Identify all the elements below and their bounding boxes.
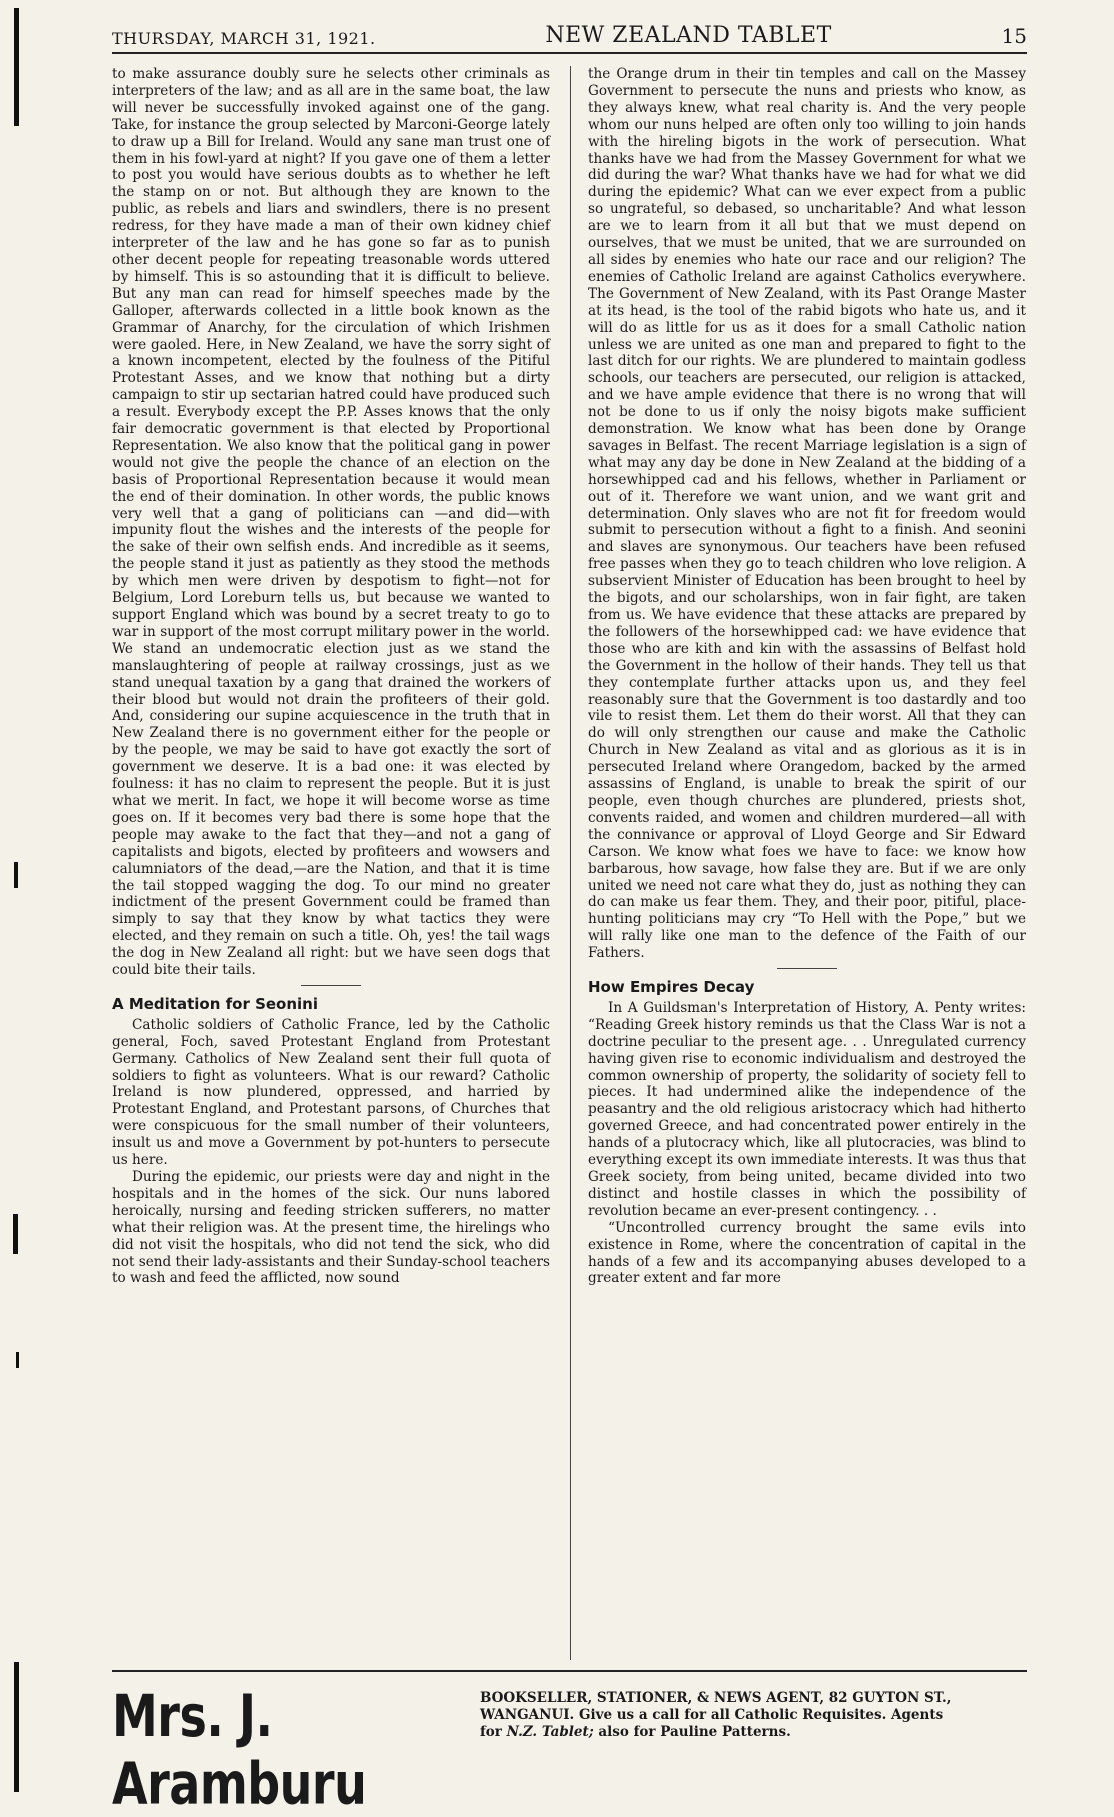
ad-line-3-paper: N.Z. Tablet; (506, 1724, 594, 1740)
header-rule (112, 52, 1027, 54)
empires-paragraph-2: “Uncontrolled currency brought the same evils into existence in Rome, where the concentration of capital in the hands of a few and its accompanying abuses developed to a greater extent and far more (588, 1219, 1026, 1287)
ad-line-2: WANGANUI. Give us a call for all Catholic Requisites. Agents (480, 1707, 944, 1723)
issue-date: THURSDAY, MARCH 31, 1921. (112, 29, 376, 48)
meditation-paragraph-2: During the epidemic, our priests were day and night in the hospitals and in the homes of the sick. Our nuns labored heroically, nursing and feeding stricken sufferers, no matter what their religion was. At the present time, the hirelings who did not visit the hospitals, who did not tend the sick, who did not send their lady-assistants and their Sunday-school teachers to wash and feed the afflicted, now sound (112, 1169, 550, 1287)
section-divider (301, 985, 361, 986)
advertisement-text (480, 1690, 1025, 1741)
footer-rule (112, 1670, 1027, 1672)
page-header (112, 18, 1027, 48)
ad-line-1: BOOKSELLER, STATIONER, & NEWS AGENT, 82 GUYTON ST., (480, 1690, 952, 1706)
binding-mark-lower (13, 1214, 18, 1254)
left-column (112, 66, 550, 1287)
binding-mark-top (14, 8, 19, 126)
empires-paragraph-1: In A Guildsman's Interpretation of History, A. Penty writes: “Reading Greek history reminds us that the Class War is not a doctrine peculiar to the present age. . . Unregulated currency having given rise to economic individualism and destroyed the common ownership of property, the solidarity of society fell to pieces. It had undermined alike the independence of the peasantry and the old religious aristocracy which had hitherto governed Greece, and had concentrated power entirely in the hands of a plutocracy which, like all plutocracies, was blind to everything except its own immediate interests. It was thus that Greek society, from being united, became divided into two distinct and hostile classes in which the possibility of revolution became an ever-present contingency. . . (588, 999, 1026, 1219)
ad-line-3 (480, 1724, 1025, 1741)
ad-line-3-prefix: for (480, 1724, 502, 1740)
page-number: 15 (1001, 24, 1027, 48)
left-continuation-text: to make assurance doubly sure he selects other criminals as interpreters of the law; and as all are in the same boat, the law will never be successfully invoked against one of the gang. Take, for instance the group selected by Marconi-George lately to draw up a Bill for Ireland. Would any sane man trust one of them in his fowl-yard at night? If you gave one of them a letter to post you would have serious doubts as to whether he left the stamp on or not. But although they are known to the public, as rebels and liars and swindlers, there is no present redress, for they have made a man of their own kidney chief interpreter of the law and he has gone so far as to punish other decent people for repeating treasonable words uttered by himself. This is so astounding that it is difficult to believe. But any man can read for himself speeches made by the Galloper, afterwards collected in a little book known as the Grammar of Anarchy, for the circulation of which Irishmen were gaoled. Here, in New Zealand, we have the sorry sight of a known incompetent, elected by the foulness of the Pitiful Protestant Asses, and we know that nothing but a dirty campaign to stir up sectarian hatred could have produced such a result. Everybody except the P.P. Asses knows that the only fair democratic government is that elected by Proportional Representation. We also know that the political gang in power would not give the people the chance of an election on the basis of Proportional Representation because it would mean the end of their domination. In other words, the public knows very well that a gang of politicians can —and did—with impunity flout the wishes and the interests of the people for the sake of their own selfish ends. And incredible as it seems, the people stand it just as patiently as they stood the methods by which men were driven by despotism to fight—not for Belgium, Lord Loreburn tells us, but because we wanted to support England which was bound by a secret treaty to go to war in support of the most corrupt military power in the world. We stand an undemocratic election just as we stand the manslaughtering of people at railway crossings, just as we stand unequal taxation by a gang that drained the workers of their blood but would not drain the profiteers of their gold. And, considering our supine acquiescence in the truth that in New Zealand there is no government either for the people or by the people, we may be said to have got exactly the sort of government we deserve. It is a bad one: it was elected by foulness: it has no claim to represent the people. But it is just what we merit. In fact, we hope it will become worse as time goes on. If it becomes very bad there is some hope that the people may awake to the fact that they—and not a gang of capitalists and bigots, elected by profiteers and wowsers and calumniators of the dead,—are the Nation, and that it is time the tail stopped wagging the dog. To our mind no greater indictment of the present Government could be framed than simply to say that they know by what tactics they were elected, and they remain on such a title. Oh, yes! the tail wags the dog in New Zealand all right: but we have seen dogs that could bite their tails. (112, 66, 550, 979)
section-divider (777, 968, 837, 969)
section-heading-empires: How Empires Decay (588, 978, 755, 997)
advertiser-name: Mrs. J. Aramburu (112, 1682, 367, 1817)
binding-mark-bottom (14, 1662, 19, 1792)
binding-mark-mid (14, 862, 18, 888)
binding-mark-small (16, 1352, 19, 1368)
right-column (588, 66, 1026, 1287)
masthead-title: NEW ZEALAND TABLET (545, 23, 832, 48)
ad-line-3-suffix: also for Pauline Patterns. (598, 1724, 791, 1740)
column-divider (570, 66, 571, 1660)
meditation-paragraph-1: Catholic soldiers of Catholic France, led by the Catholic general, Foch, saved Protestant England from Protestant Germany. Catholics of New Zealand sent their full quota of soldiers to fight as volunteers. What is our reward? Catholic Ireland is now plundered, oppressed, and harried by Protestant England, and Protestant parsons, of Churches that were conspicuous for the small number of their volunteers, insult us and move a Government by pot-hunters to persecute us here. (112, 1016, 550, 1169)
right-continuation-text: the Orange drum in their tin temples and call on the Massey Government to persecute the nuns and priests who know, as they always knew, what real charity is. And the very people whom our nuns helped are often only too willing to join hands with the hireling bigots in the work of persecution. What thanks have we had from the Massey Government for what we did during the war? What thanks have we had for what we did during the epidemic? What can we ever expect from a public so ungrateful, so debased, so uncharitable? And what lesson are we to learn from it all but that we must depend on ourselves, that we must be united, that we are surrounded on all sides by enemies who hate our race and our religion? The enemies of Catholic Ireland are against Catholics everywhere. The Government of New Zealand, with its Past Orange Master at its head, is the tool of the rabid bigots who hate us, and it will do as little for us as it does for a small Catholic nation unless we are united as one man and prepared to fight to the last ditch for our rights. We are plundered to maintain godless schools, our teachers are persecuted, our religion is attacked, and we have ample evidence that there is no wrong that will not be done to us if only the noisy bigots make sufficient demonstration. We know what has been done by Orange savages in Belfast. The recent Marriage legislation is a sign of what may any day be done in New Zealand at the bidding of a horsewhipped cad and his fellows, whether in Parliament or out of it. Therefore we want union, and we want grit and determination. Only slaves who are not fit for freedom would submit to persecution without a fight to a finish. And seonini and slaves are synonymous. Our teachers have been refused free passes when they go to teach children who love religion. A subservient Minister of Education has been brought to heel by the bigots, and our scholarships, won in fair fight, are taken from us. We have evidence that these attacks are prepared by the followers of the horsewhipped cad: we have evidence that those who are kith and kin with the assassins of Belfast hold the Government in the hollow of their hands. They tell us that they contemplate further attacks upon us, and they feel reasonably sure that the Government is too dastardly and too vile to resist them. Let them do their worst. All that they can do will only strengthen our cause and make the Catholic Church in New Zealand as vital and as glorious as it is in persecuted Ireland where Orangedom, backed by the armed assassins of England, is unable to break the spirit of our people, even though churches are plundered, priests shot, convents raided, and women and children murdered—all with the connivance or approval of Lloyd George and Sir Edward Carson. We know what foes we have to face: we know how barbarous, how savage, how false they are. But if we are only united we need not care what they do, just as nothing they can do can make us fear them. They, and their poor, pitiful, place-hunting politicians may cry “To Hell with the Pope,” but we will rally like one man to the defence of the Faith of our Fathers. (588, 66, 1026, 962)
section-heading-meditation: A Meditation for Seonini (112, 994, 318, 1013)
